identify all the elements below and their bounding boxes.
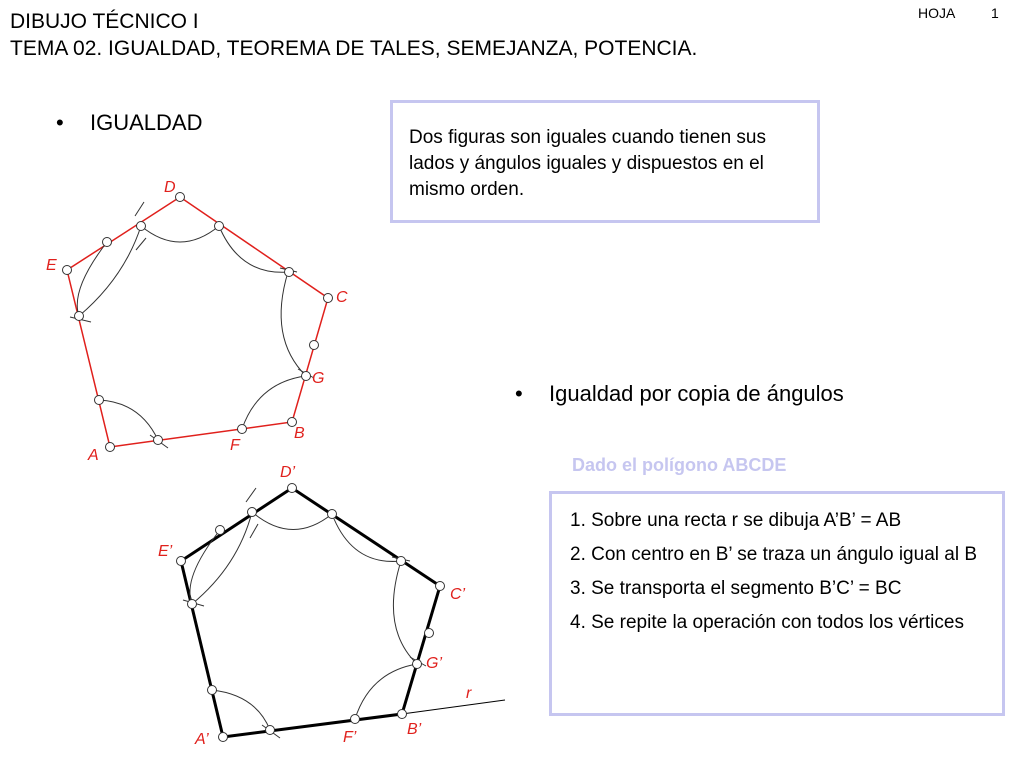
original-label-f: F — [230, 437, 240, 454]
procedure-step-2: 2. Con centro en B’ se traza un ángulo igual al B — [570, 544, 977, 565]
bullet-equality-text: IGUALDAD — [90, 110, 203, 135]
copy-point-e — [177, 557, 186, 566]
original-pentagon-outline — [67, 197, 328, 447]
bullet-dot: • — [56, 110, 64, 135]
original-label-g: G — [312, 370, 325, 387]
copy-point-e-upper — [216, 526, 225, 535]
original-point-c — [324, 294, 333, 303]
procedure-subtitle: Dado el polígono ABCDE — [572, 455, 787, 475]
copy-point-a-upper — [208, 686, 217, 695]
line-r — [402, 700, 505, 714]
copy-point-c — [436, 582, 445, 591]
procedure-step-4: 4. Se repite la operación con todos los vértices — [570, 612, 964, 633]
original-label-b: B — [294, 425, 305, 442]
copy-label-g: G’ — [426, 655, 442, 672]
original-point-g-upper — [310, 341, 319, 350]
copy-label-d: D’ — [280, 464, 296, 481]
original-point-a-upper — [95, 396, 104, 405]
sheet-label: HOJA — [918, 5, 956, 21]
copy-point-b — [398, 710, 407, 719]
original-point-d — [176, 193, 185, 202]
copy-point-e-lower — [188, 600, 197, 609]
original-label-a: A — [88, 447, 99, 464]
copy-point-g — [413, 660, 422, 669]
original-point-a — [106, 443, 115, 452]
copy-label-r: r — [466, 685, 472, 702]
original-label-e: E — [46, 257, 57, 274]
original-point-d-left — [137, 222, 146, 231]
original-point-g — [302, 372, 311, 381]
definition-text: Dos figuras son iguales cuando tienen sus lados y ángulos iguales y dispuestos en el mismo orden. — [409, 127, 767, 200]
copy-label-c: C’ — [450, 586, 466, 603]
bullet-copy-angles-text: Igualdad por copia de ángulos — [549, 381, 844, 406]
copy-point-f — [351, 715, 360, 724]
original-points — [63, 193, 333, 452]
procedure-step-3: 3. Se transporta el segmento B’C’ = BC — [570, 578, 902, 599]
copy-label-e: E’ — [158, 543, 173, 560]
original-point-f-left — [154, 436, 163, 445]
original-point-e-lower — [75, 312, 84, 321]
original-point-f — [238, 425, 247, 434]
course-title: DIBUJO TÉCNICO I — [10, 10, 199, 33]
original-point-e — [63, 266, 72, 275]
copy-point-d-left — [248, 508, 257, 517]
copy-point-c-upper — [397, 557, 406, 566]
original-point-c-upper — [285, 268, 294, 277]
copy-point-g-upper — [425, 629, 434, 638]
copy-label-f: F’ — [343, 729, 357, 746]
procedure-step-1: 1. Sobre una recta r se dibuja A’B’ = AB — [570, 510, 902, 531]
original-point-e-upper — [103, 238, 112, 247]
sheet-number: 1 — [991, 5, 999, 21]
copy-point-d — [288, 484, 297, 493]
copy-pentagon — [158, 464, 505, 748]
copy-point-a — [219, 733, 228, 742]
copy-point-d-right — [328, 510, 337, 519]
copy-point-f-left — [266, 726, 275, 735]
original-pentagon — [46, 179, 348, 464]
original-label-d: D — [164, 179, 176, 196]
topic-title: TEMA 02. IGUALDAD, TEOREMA DE TALES, SEMEJANZA, POTENCIA. — [10, 37, 698, 60]
copy-label-a: A’ — [195, 731, 209, 748]
original-label-c: C — [336, 289, 348, 306]
original-point-d-right — [215, 222, 224, 231]
copy-label-b: B’ — [407, 721, 422, 738]
bullet-dot: • — [515, 381, 523, 406]
